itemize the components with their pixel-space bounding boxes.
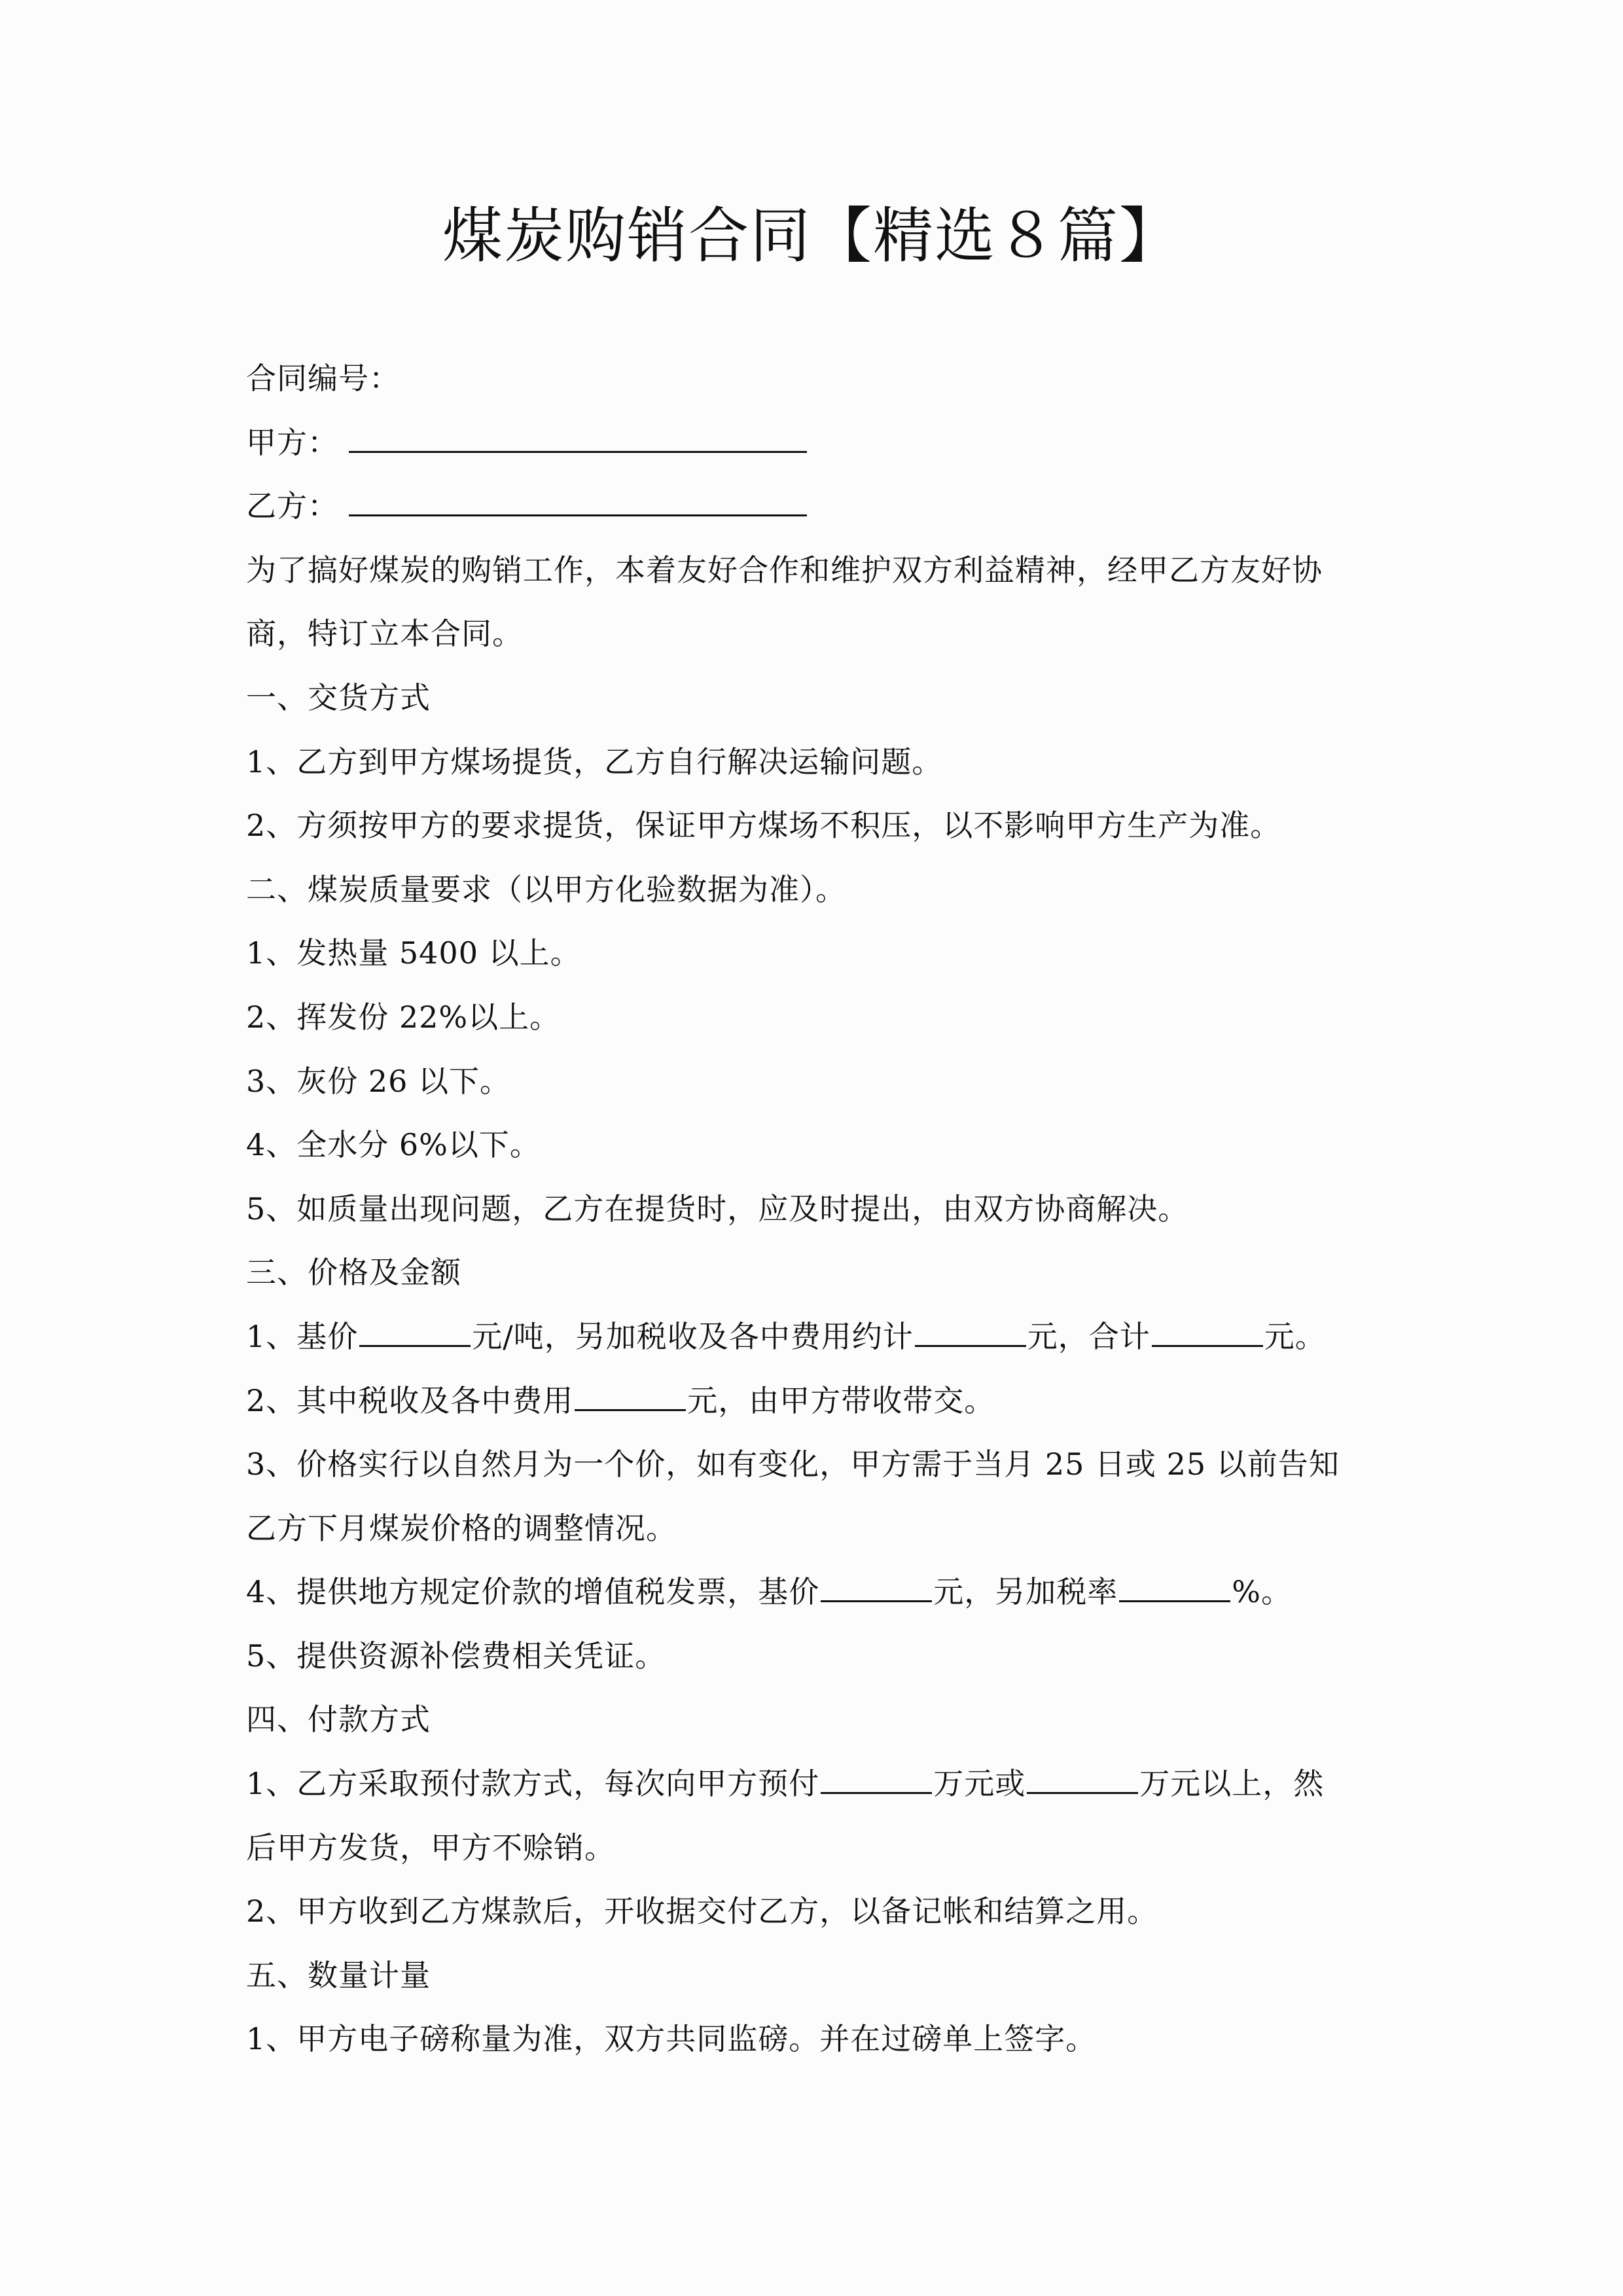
clause: [246, 1305, 1378, 1369]
prepayment-blank-1: [821, 1766, 932, 1794]
total-blank: [1152, 1319, 1263, 1347]
clause: 4、全水分 6%以下。: [246, 1127, 541, 1163]
clause: 乙方下月煤炭价格的调整情况。: [246, 1510, 677, 1546]
clause: 2、甲方收到乙方煤款后，开收据交付乙方，以备记帐和结算之用。: [246, 1893, 1158, 1929]
clause: 1、发热量 5400 以上。: [246, 935, 581, 971]
contract-number-label: 合同编号：: [246, 361, 400, 396]
section-heading: 四、付款方式: [246, 1702, 431, 1738]
clause: [246, 1752, 1378, 1816]
clause: 1、乙方到甲方煤场提货，乙方自行解决运输问题。: [246, 744, 943, 780]
clause: 3、灰份 26 以下。: [246, 1063, 511, 1099]
clause: 2、方须按甲方的要求提货，保证甲方煤场不积压，以不影响甲方生产为准。: [246, 808, 1281, 844]
section-heading: 五、数量计量: [246, 1957, 431, 1993]
party-a-blank: [349, 425, 807, 453]
clause: 后甲方发货，甲方不赊销。: [246, 1829, 615, 1865]
clause: 2、挥发份 22%以上。: [246, 999, 561, 1035]
clause-text: 元，合计: [1027, 1318, 1150, 1354]
document-body: [246, 347, 1378, 2072]
clause-text: 万元或: [933, 1766, 1026, 1802]
clause: 1、甲方电子磅称量为准，双方共同监磅。并在过磅单上签字。: [246, 2021, 1097, 2057]
party-a-label: 甲方：: [246, 424, 338, 460]
clause: 5、如质量出现问题，乙方在提货时，应及时提出，由双方协商解决。: [246, 1191, 1189, 1227]
intro-paragraph-line: 商，特订立本合同。: [246, 616, 523, 652]
clause-text: 万元以上，然: [1139, 1766, 1325, 1802]
section-heading: 三、价格及金额: [246, 1255, 461, 1291]
party-b-blank: [349, 488, 807, 516]
clause-text: 4、提供地方规定价款的增值税发票，基价: [246, 1574, 820, 1610]
clause-text: 2、其中税收及各中费用: [246, 1382, 574, 1418]
base-price-blank: [359, 1319, 471, 1347]
clause: 3、价格实行以自然月为一个价，如有变化，甲方需于当月 25 日或 25 以前告知: [246, 1446, 1340, 1482]
party-b-field: [246, 475, 1378, 539]
document-title: 煤炭购销合同【精选８篇】: [442, 201, 1181, 271]
clause: [246, 1560, 1378, 1624]
party-a-field: [246, 411, 1378, 475]
clause: 5、提供资源补偿费相关凭证。: [246, 1638, 666, 1674]
clause-text: 元/吨，另加税收及各中费用约计: [472, 1318, 914, 1354]
section-heading: 二、煤炭质量要求（以甲方化验数据为准）。: [246, 871, 846, 907]
clause-text: 元，另加税率: [933, 1574, 1118, 1610]
clause-text: 元。: [1264, 1318, 1326, 1354]
clause-text: 元，由甲方带收带交。: [687, 1382, 995, 1418]
tax-fees-blank: [575, 1383, 686, 1411]
clause-text: 1、基价: [246, 1318, 359, 1354]
party-b-label: 乙方：: [246, 488, 338, 524]
contract-number-field: [246, 347, 1378, 411]
clause-text: %。: [1232, 1574, 1292, 1610]
clause: [246, 1369, 1378, 1433]
prepayment-blank-2: [1027, 1766, 1138, 1794]
invoice-base-price-blank: [821, 1574, 932, 1602]
intro-paragraph-line: 为了搞好煤炭的购销工作，本着友好合作和维护双方利益精神，经甲乙方友好协: [246, 552, 1323, 588]
clause-text: 1、乙方采取预付款方式，每次向甲方预付: [246, 1766, 820, 1802]
tax-rate-blank: [1119, 1574, 1230, 1602]
section-heading: 一、交货方式: [246, 679, 431, 715]
fees-blank: [915, 1319, 1026, 1347]
